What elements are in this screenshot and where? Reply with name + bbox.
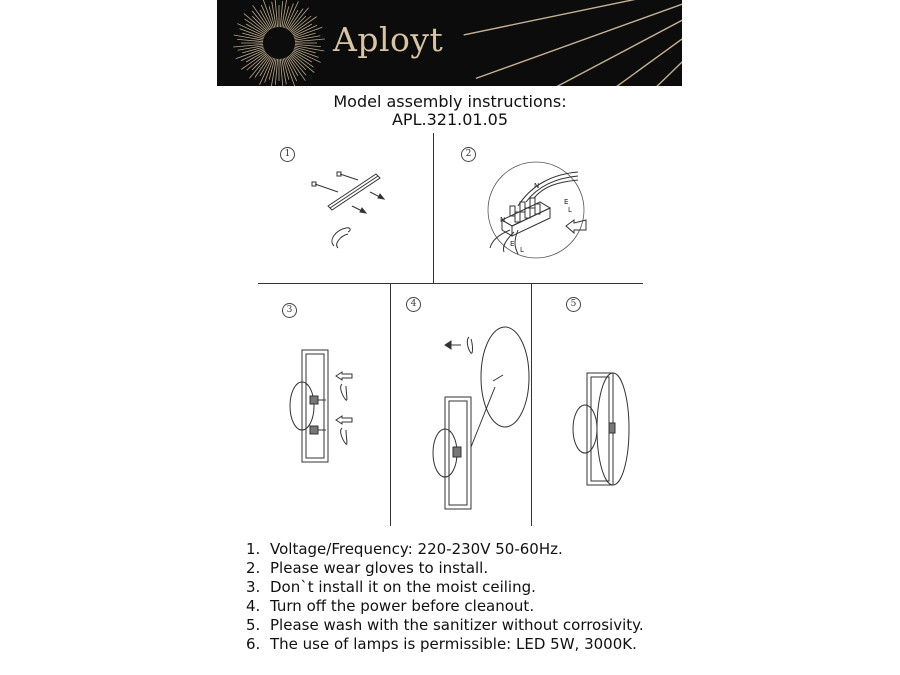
note-number: 5. <box>246 616 261 634</box>
note-text: Please wear gloves to install. <box>270 559 489 577</box>
instruction-notes-list <box>246 540 644 654</box>
assembled-fixture-illustration <box>565 365 640 495</box>
note-text: Voltage/Frequency: 220-230V 50-60Hz. <box>270 540 563 558</box>
divider-vertical-top <box>433 133 434 283</box>
step-number-4: 4 <box>406 297 421 312</box>
mounting-bracket-illustration <box>300 160 400 255</box>
wire-label: E <box>564 198 569 206</box>
wire-label: N <box>534 182 540 190</box>
wire-label: L <box>520 246 524 254</box>
list-item <box>246 559 644 578</box>
brand-banner <box>217 0 682 86</box>
wire-label: N <box>500 216 506 224</box>
wire-label: E <box>510 240 515 248</box>
note-text: The use of lamps is permissible: LED 5W, 3000K. <box>270 635 637 653</box>
note-number: 3. <box>246 578 261 596</box>
note-number: 2. <box>246 559 261 577</box>
fixture-mounting-illustration <box>280 340 375 470</box>
divider-vertical-right <box>531 283 532 526</box>
list-item <box>246 540 644 559</box>
wiring-terminal-illustration <box>482 160 592 260</box>
note-text: Don`t install it on the moist ceiling. <box>270 578 536 596</box>
note-number: 6. <box>246 635 261 653</box>
step-number-1: 1 <box>280 147 295 162</box>
list-item <box>246 635 644 654</box>
sunburst-logo-icon <box>217 0 682 86</box>
document-title: Model assembly instructions: <box>333 92 567 111</box>
step-number-5: 5 <box>566 297 581 312</box>
divider-horizontal <box>258 283 643 284</box>
divider-vertical-left <box>390 283 391 526</box>
list-item <box>246 616 644 635</box>
model-number: APL.321.01.05 <box>391 110 509 129</box>
list-item <box>246 597 644 616</box>
list-item <box>246 578 644 597</box>
note-text: Turn off the power before cleanout. <box>270 597 535 615</box>
wire-label: L <box>568 206 572 214</box>
step-number-3: 3 <box>282 303 297 318</box>
note-text: Please wash with the sanitizer without corrosivity. <box>270 616 644 634</box>
brand-name: Aployt <box>333 20 444 59</box>
note-number: 1. <box>246 540 261 558</box>
step-number-2: 2 <box>461 147 476 162</box>
note-number: 4. <box>246 597 261 615</box>
shade-attach-illustration <box>425 325 530 520</box>
